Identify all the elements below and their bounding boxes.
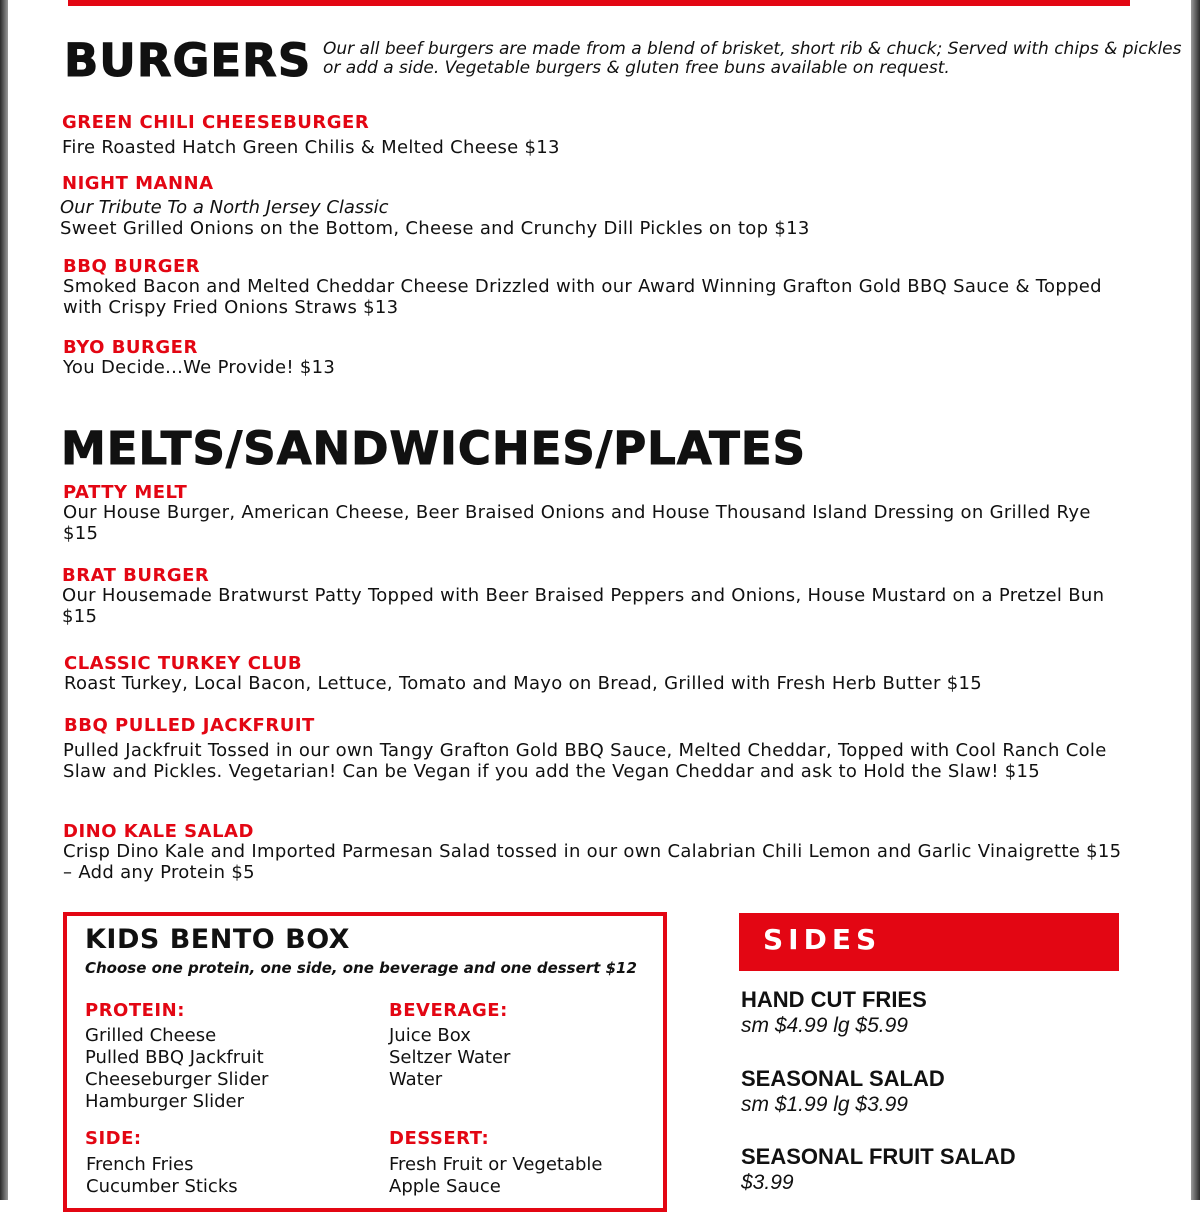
list-item: Pulled BBQ Jackfruit [85, 1047, 264, 1068]
list-item: Fresh Fruit or Vegetable [389, 1154, 603, 1175]
dessert-list [389, 1154, 602, 1198]
menu-item-title: PATTY MELT [63, 482, 188, 503]
menu-item-desc: Our House Burger, American Cheese, Beer Braised Onions and House Thousand Island Dressing on Grilled Rye $15 [63, 502, 1091, 544]
menu-item-title: BBQ BURGER [63, 256, 201, 277]
menu-item-title: DINO KALE SALAD [63, 821, 254, 842]
side-item-name: SEASONAL SALAD [741, 1066, 945, 1091]
menu-item-title: GREEN CHILI CHEESEBURGER [62, 112, 370, 133]
sides-heading: SIDES [763, 923, 882, 956]
protein-list [85, 1025, 268, 1113]
menu-item-desc: Crisp Dino Kale and Imported Parmesan Salad tossed in our own Calabrian Chili Lemon and Garlic Vinaigrette $15 – Add any Protein $5 [63, 841, 1122, 883]
menu-item-desc: Our Housemade Bratwurst Patty Topped with Beer Braised Peppers and Onions, House Mustard on a Pretzel Bun $15 [62, 585, 1105, 627]
melts-heading: MELTS/SANDWICHES/PLATES [61, 422, 807, 475]
list-item: French Fries [86, 1154, 194, 1175]
kids-bento-title: KIDS BENTO BOX [85, 924, 351, 955]
list-item: Cheeseburger Slider [85, 1069, 269, 1090]
side-item-name: SEASONAL FRUIT SALAD [741, 1144, 1016, 1169]
top-accent-bar [68, 0, 1130, 6]
side-item-name: HAND CUT FRIES [741, 987, 927, 1012]
side-item-price: $3.99 [741, 1171, 794, 1194]
menu-item-desc: Fire Roasted Hatch Green Chilis & Melted Cheese $13 [62, 137, 560, 158]
menu-item-tagline: Our Tribute To a North Jersey Classic [60, 197, 389, 218]
burgers-intro: Our all beef burgers are made from a blend of brisket, short rib & chuck; Served with chips & pickles or add a side. Vegetable burgers & gluten free buns available on request. [323, 39, 1182, 78]
side-item-price: sm $1.99 lg $3.99 [741, 1093, 908, 1116]
menu-item-title: CLASSIC TURKEY CLUB [64, 653, 303, 674]
menu-item-desc: You Decide...We Provide! $13 [63, 357, 336, 378]
list-item: Cucumber Sticks [86, 1176, 238, 1197]
burgers-heading: BURGERS [64, 34, 312, 87]
list-item: Water [389, 1069, 443, 1090]
beverage-heading: BEVERAGE: [389, 1000, 508, 1021]
kids-bento-subtitle: Choose one protein, one side, one beverage and one dessert $12 [85, 959, 637, 977]
page-edge-right [1191, 0, 1200, 1200]
protein-heading: PROTEIN: [85, 1000, 185, 1021]
list-item: Seltzer Water [389, 1047, 511, 1068]
page-edge-left [0, 0, 8, 1200]
menu-item-title: BBQ PULLED JACKFRUIT [64, 715, 315, 736]
menu-item-desc: Smoked Bacon and Melted Cheddar Cheese Drizzled with our Award Winning Grafton Gold BBQ Sauce & Topped with Crispy Fried Onions Straws $13 [63, 276, 1102, 318]
list-item: Grilled Cheese [85, 1025, 217, 1046]
menu-item-desc: Pulled Jackfruit Tossed in our own Tangy Grafton Gold BBQ Sauce, Melted Cheddar, Topped with Cool Ranch Cole Slaw and Pickles. Vegetarian! Can be Vegan if you add the Vegan Cheddar and ask to Hold the Slaw! $15 [63, 740, 1107, 782]
list-item: Apple Sauce [389, 1176, 501, 1197]
menu-item-desc: Roast Turkey, Local Bacon, Lettuce, Tomato and Mayo on Bread, Grilled with Fresh Herb Butter $15 [64, 673, 982, 694]
menu-item-title: BYO BURGER [63, 337, 198, 358]
side-list [86, 1154, 238, 1198]
menu-item-title: BRAT BURGER [62, 565, 210, 586]
dessert-heading: DESSERT: [389, 1128, 490, 1149]
list-item: Hamburger Slider [85, 1091, 244, 1112]
list-item: Juice Box [389, 1025, 471, 1046]
menu-item-title: NIGHT MANNA [62, 173, 214, 194]
side-heading: SIDE: [85, 1128, 142, 1149]
beverage-list [389, 1025, 510, 1091]
menu-item-desc: Sweet Grilled Onions on the Bottom, Cheese and Crunchy Dill Pickles on top $13 [60, 218, 810, 239]
side-item-price: sm $4.99 lg $5.99 [741, 1014, 908, 1037]
